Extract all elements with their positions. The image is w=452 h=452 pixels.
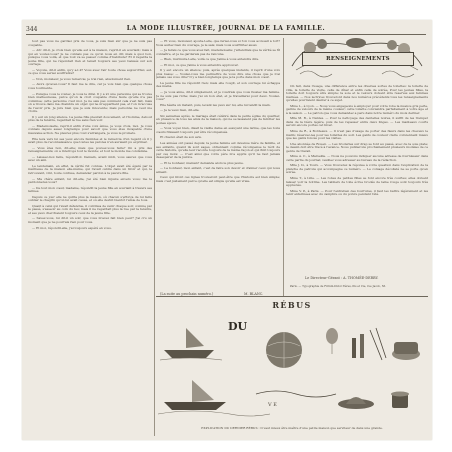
paragraph: Depuis ce jour elle ne quitta plus la maison, où chacun s'efforça de lui faire oublier le chagrin qu'on lui avait causé, et où elle devint bientôt l'amie de tous. <box>28 194 152 203</box>
paragraph: — Ah! dit-il, je crois bien qu'elle est à la maison, reprit-il en souriant; mais à qui en voulez-vous? Je ne connais pas ce qu'on nous en dit; mais à quoi bon, puisque vous voilà, et que tout va se passer comme d'habitude? Et il regarda la jeune fille, qui ne répondait rien et tenait toujours ses yeux baissés sur son ouvrage. <box>28 48 152 67</box>
paragraph: tout pas vous ne gardiez pris de vous, je suis bien sûr que je ne suis pas coupable. <box>28 40 152 47</box>
paragraph: Mme V. P., à Paris. — Pour l'entretien des fourrures, il faut les battre légèrement et les tenir enfermées avec du camphre ou du poivre pendant l'été. <box>286 188 428 197</box>
journal-title: LA MODE ILLUSTRÉE, JOURNAL DE LA FAMILLE. <box>126 25 326 32</box>
paragraph: Mme de R., à Bordeaux. — Il n'est pas d'usage de porter des fleurs dans les cheveux le matin; réservez-les pour les toilettes du soir. Les gants de couleur claire conviennent mieux que les gants foncés pour les visites. <box>286 129 428 141</box>
column-1 <box>28 40 152 438</box>
rebus-section <box>156 300 428 435</box>
paragraph: — Et moi, répondit-elle, j'ai toujours espéré en vous. <box>32 225 112 230</box>
rebus-title: RÉBUS <box>272 300 312 310</box>
paragraph: Mme A. C., à Marseille. — Nous ne pouvons indiquer aucune adresse de fournisseur dans cette partie du journal; veuillez vous adresser au bureau de la rédaction. <box>286 154 428 162</box>
to-be-continued: (La suite au prochain numéro.) <box>160 292 214 296</box>
paragraph: On fait, dans l'usage, une différence entre les diverses sortes de toilettes: la toilette de ville, la toilette de visite, celle de dîner et enfin celle de soirée. Pour les jeunes filles, la toilette doit toujours être simple; la soie et le velours doivent être réservés aux femmes mariées. — Nos lectrices trouveront dans nos numéros précédents tous les renseignements qu'elles pourraient désirer à ce sujet. <box>286 85 428 103</box>
paragraph: — Je vous aime, dit-il simplement, et je voudrais que vous fussiez ma femme. Je ne suis pas riche; mais j'ai un bon état, et je travaillerai pour deux. Voulez-vous? <box>156 90 280 102</box>
paragraph: Quant à celui qui l'avait défendue, il continua de venir chaque soir, comme par le passé, s'asseoir au coin du feu; mais il ne regardait plus la rue par la fenêtre, et ses yeux cherchaient toujours ceux de la jeune fille. <box>28 203 152 215</box>
paragraph: — Puisque vous le voulez, je vous le dirai. Il y a ici une personne qui se trouve bien malheureuse, parce qu'on la croit coupable d'une faute qu'elle n'a pas commise; cette personne c'est moi. Je ne sais pas comment cela s'est fait, mais on a trouvé dans ma chambre un objet qui ne m'appartient pas, et l'on m'accuse de l'avoir pris. Je jure bien que je suis innocente; mais personne ne veut me croire. <box>28 91 152 114</box>
header-rule <box>26 34 426 35</box>
paragraph: — Laissez-moi faire, répondit-il. Demain, avant midi, vous saurez que vous avez un ami. <box>28 154 152 163</box>
paragraph: — Le bonheur, mon enfant, c'est de faire son devoir et d'aimer ceux qui nous aiment. <box>156 166 280 174</box>
paragraph: Il y eut encore un silence; puis, après quelques instants, il reprit d'une voix plus basse: — Voulez-vous me permettre de vous dire une chose que je n'ai jamais osé vous dire? Il y a bien longtemps que je la porte dans mon cœur. <box>156 68 280 80</box>
paragraph: Les années ont passé depuis; la jeune femme est devenue mère de famille, et ses enfants, quand ils sont sages, obtiennent comme récompense le récit de cette histoire, qu'elle leur raconte toujours de la même façon et qui finit toujours par ces mots: — C'est ainsi que votre père m'a appris qu'il ne faut jamais désespérer de la justice. <box>156 141 280 160</box>
paragraph: — Je le veux bien, dit-elle. <box>160 108 200 113</box>
paragraph: Ceux qui liront ces lignes trouveront peut-être que l'histoire est bien simple; mais c'est justement parce qu'elle est simple qu'elle est vraie. <box>156 175 280 183</box>
publisher-signature: Le Directeur-Gérant : A. THOMÉE-DERBY. <box>305 276 379 280</box>
paragraph: — Et moi, ce que j'aime à vous entendre approuver. <box>160 62 239 67</box>
paragraph: — Savez-vous, lui dit-il un soir, que vous m'avez fait bien peur? J'ai cru un moment que je ne pourrais rien pour vous. <box>28 216 152 224</box>
paragraph: Elle leva vers lui ses yeux encore humides et le remercia d'un regard où il y avait plus de reconnaissance que toutes les paroles n'en auraient pu exprimer. <box>28 136 152 145</box>
paragraph: La jeune fille ne répondit rien; mais elle rougit, et son ouvrage lui échappa des mains. <box>156 80 280 89</box>
rebus-caption: EXPLICATION DU DERNIER RÉBUS : Il vaut mieux être maître d'une petite maison que serviteur de dans une grande. <box>201 426 383 430</box>
paragraph: — Mademoiselle, reprit-il enfin d'une voix émue, je vous crois, moi. Je vous connais depuis assez longtemps pour savoir que vous êtes incapable d'une mauvaise action. Ne pleurez plus; tout s'arrangera, je vous le promets. <box>28 123 152 136</box>
paragraph: Le lendemain, en effet, la vérité fut connue. L'objet avait été égaré par la maîtresse de la maison elle-même, qui l'avait oublié dans un tiroir et qui, le retrouvant, vint, toute confuse, demander pardon à la pauvre fille. <box>28 163 152 175</box>
paragraph: Mme T., à Lille. — Les robes de petites filles se font encore très courtes; elles doivent laisser voir la bottine. Les tabliers de toile écrue brodés de laine rouge sont toujours très appréciés. <box>286 176 428 188</box>
paragraph: — Et vous, monsieur, ajouta-t-elle, que feriez-vous si l'on vous accusait à tort? Vous auriez bien du courage, je le sais; mais vous souffririez aussi. <box>156 40 280 47</box>
page-number: 344 <box>26 26 38 33</box>
banner-title: RENSEIGNEMENTS <box>302 52 414 66</box>
paragraph: — Vous êtes bon, dit-elle; mais que pouvez-vous faire? On a pris des renseignements; on a interrogé tout le monde; et tout le monde me condamne. <box>28 145 152 154</box>
paragraph: — Je ferais ce que vous avez fait, mademoiselle: j'attendrais que la vérité se fît connaître, et je ne garderais pas de rancune. <box>156 48 280 56</box>
paragraph: — Et le bonheur, maman? demande alors le plus jeune. <box>160 160 244 165</box>
paragraph: Mme L., à Lyon. — Nous vous engageons à employer pour votre robe la nuance gris perle, garnie de velours de la même couleur; cette toilette conviendra parfaitement à votre âge et à la saison. — Le patron que vous demandez a paru dans notre numéro du mois dernier. <box>286 103 428 115</box>
rebus-word: DU <box>228 320 248 333</box>
svg-text:V E: V E <box>268 402 277 408</box>
author-signature: M. BLANC. <box>244 292 264 296</box>
column-3 <box>286 85 428 270</box>
column-divider <box>154 38 155 436</box>
paragraph: Six semaines après, le mariage était célébré dans la petite église du quartier, en présence de tous les amis de la maison, qui ne se lassaient pas de féliciter les jeunes époux. <box>156 113 280 125</box>
paragraph: Mlle M. B., à Nantes. — Pour le nettoyage des dentelles noires, il suffit de les tremper dans de la bière légère, puis de les repasser entre deux linges. — Les manteaux courts seront encore portés cet hiver. <box>286 116 428 128</box>
paragraph: — Ma chère enfant, lui dit-elle, j'ai été bien injuste envers vous; me le pardonnerez-vous? <box>28 176 152 185</box>
paragraph: — Alors qu'avez-vous? Il faut me le dire, car je vois bien que quelque chose vous tourmente. <box>28 82 152 91</box>
paragraph: Elle hésita un instant, puis, levant les yeux sur lui, elle lui tendit la main. <box>160 102 271 107</box>
paragraph: — De tout mon cœur, madame, répondit la jeune fille en souriant à travers ses larmes. <box>28 185 152 194</box>
rebus-rule <box>156 296 428 297</box>
paragraph: Il y eut un long silence. La jeune fille pleurait doucement, et l'homme, debout près de la fenêtre, regardait la rue sans rien voir. <box>28 114 152 123</box>
printer-footnote: Paris. — Typographie de Firmin-Didot frères, fils et Cie, rue Jacob, 56. <box>290 284 387 288</box>
rebus-illustration <box>156 310 428 425</box>
paragraph: Une abonnée de Rouen. — Les broderies sur drap se font au passé, avec de la soie plate; le dessin doit être tracé à l'avance. Nous publierons prochainement plusieurs modèles de ce genre de travail. <box>286 141 428 153</box>
paragraph: — Voyons, dit-il enfin, qu'y a-t-il? Vous avez l'air toute chose aujourd'hui; est-ce que vous seriez souffrante? <box>28 67 152 76</box>
paragraph: — Vous voyez bien, disait la vieille dame en essuyant une larme, que les bons cœurs finissent toujours par être récompensés. <box>156 126 280 134</box>
renseignements-banner <box>286 36 428 82</box>
paragraph: — Bien, murmura-t-elle, voilà ce que j'aime à vous entendre dire. <box>160 57 260 62</box>
paragraph: Et chacun était de son avis. <box>160 135 202 140</box>
paragraph: Mlle J. D., à Tours. — Vous trouverez la réponse à votre question dans l'explication de la planche de patrons qui accompagne ce numéro. — Le corsage décolleté ne se porte qu'en soirée. <box>286 163 428 175</box>
column-divider <box>283 38 284 296</box>
paragraph: — Non, monsieur, je vous remercie; je n'ai rien, absolument rien. <box>32 76 131 81</box>
column-2 <box>156 40 280 330</box>
